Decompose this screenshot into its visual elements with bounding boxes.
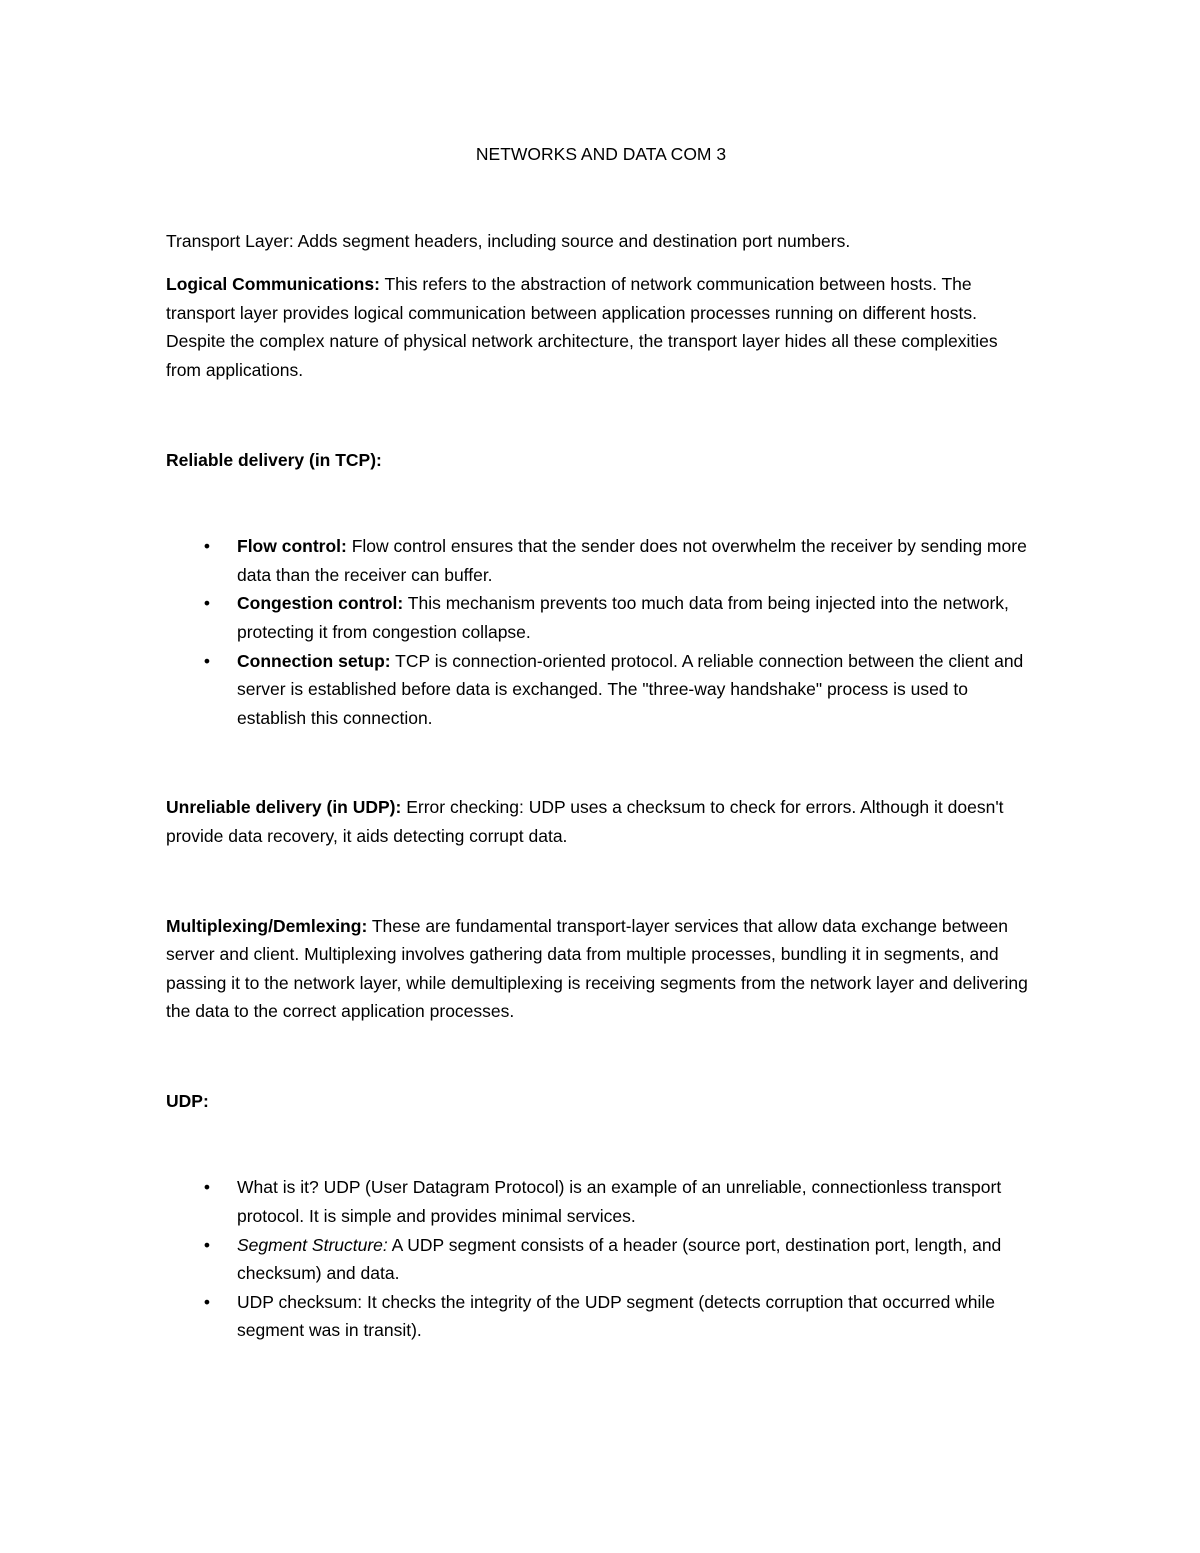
udp-heading <box>166 1087 1036 1116</box>
logical-communications-label: Logical Communications: <box>166 274 380 295</box>
connection-setup-label: Connection setup: <box>237 650 391 671</box>
bullet-icon: • <box>203 650 211 671</box>
logical-communications-text: This refers to the abstraction of network communication between hosts. The transport layer provides logical communication between application processes running on different hosts. Despite the complex nature of physical network architecture, the transport layer hides all these complexities from applications. <box>166 274 998 380</box>
list-item <box>166 1173 1036 1230</box>
bullet-icon: • <box>203 1234 211 1255</box>
udp-checksum-label: UDP checksum: <box>237 1291 363 1312</box>
list-item <box>166 532 1036 589</box>
bullet-icon: • <box>203 1291 211 1312</box>
document-title: NETWORKS AND DATA COM 3 <box>475 144 727 164</box>
udp-what-label: What is it? <box>237 1177 319 1198</box>
udp-what-text: UDP (User Datagram Protocol) is an example of an unreliable, connectionless transport protocol. It is simple and provides minimal services. <box>237 1177 1002 1227</box>
bullet-icon: • <box>203 593 211 614</box>
document-content <box>166 140 1036 1345</box>
flow-control-text: Flow control ensures that the sender does not overwhelm the receiver by sending more data than the receiver can buffer. <box>237 536 1027 585</box>
udp-checksum-text: It checks the integrity of the UDP segment (detects corruption that occurred while segment was in transit). <box>237 1291 996 1341</box>
logical-communications-paragraph <box>166 270 1036 384</box>
congestion-control-label: Congestion control: <box>237 593 404 614</box>
unreliable-delivery-text: Error checking: UDP uses a checksum to check for errors. Although it doesn't provide data recovery, it aids detecting corrupt data. <box>166 797 1004 846</box>
reliable-delivery-heading <box>166 446 1036 475</box>
bullet-icon: • <box>203 536 211 557</box>
list-item <box>166 1288 1036 1345</box>
unreliable-delivery-label: Unreliable delivery (in UDP): <box>166 797 402 818</box>
reliable-delivery-heading-text: Reliable delivery (in TCP): <box>166 449 382 470</box>
list-item <box>166 589 1036 646</box>
multiplexing-text: These are fundamental transport-layer services that allow data exchange between server and client. Multiplexing involves gathering data from multiple processes, bundling it in segments, and passing it to the network layer, while demultiplexing is receiving segments from the network layer and delivering the data to the correct application processes. <box>166 915 1028 1022</box>
congestion-control-text: This mechanism prevents too much data from being injected into the network, protecting it from congestion collapse. <box>237 593 1009 642</box>
udp-heading-text: UDP: <box>166 1090 209 1111</box>
list-item <box>166 1231 1036 1288</box>
bullet-icon: • <box>203 1177 211 1198</box>
list-item <box>166 647 1036 733</box>
reliable-delivery-list <box>166 532 1036 732</box>
multiplexing-label: Multiplexing/Demlexing: <box>166 915 368 936</box>
segment-structure-text: A UDP segment consists of a header (source port, destination port, length, and checksum) and data. <box>237 1234 1002 1284</box>
unreliable-delivery-paragraph <box>166 793 1036 850</box>
connection-setup-text: TCP is connection-oriented protocol. A reliable connection between the client and server is established before data is exchanged. The "three-way handshake" process is used to establish this connection. <box>237 650 1024 728</box>
transport-layer-paragraph: Transport Layer: Adds segment headers, including source and destination port numbers. <box>166 230 851 251</box>
udp-list <box>166 1173 1036 1345</box>
flow-control-label: Flow control: <box>237 536 347 557</box>
segment-structure-label: Segment Structure: <box>237 1234 388 1255</box>
multiplexing-paragraph <box>166 912 1036 1026</box>
